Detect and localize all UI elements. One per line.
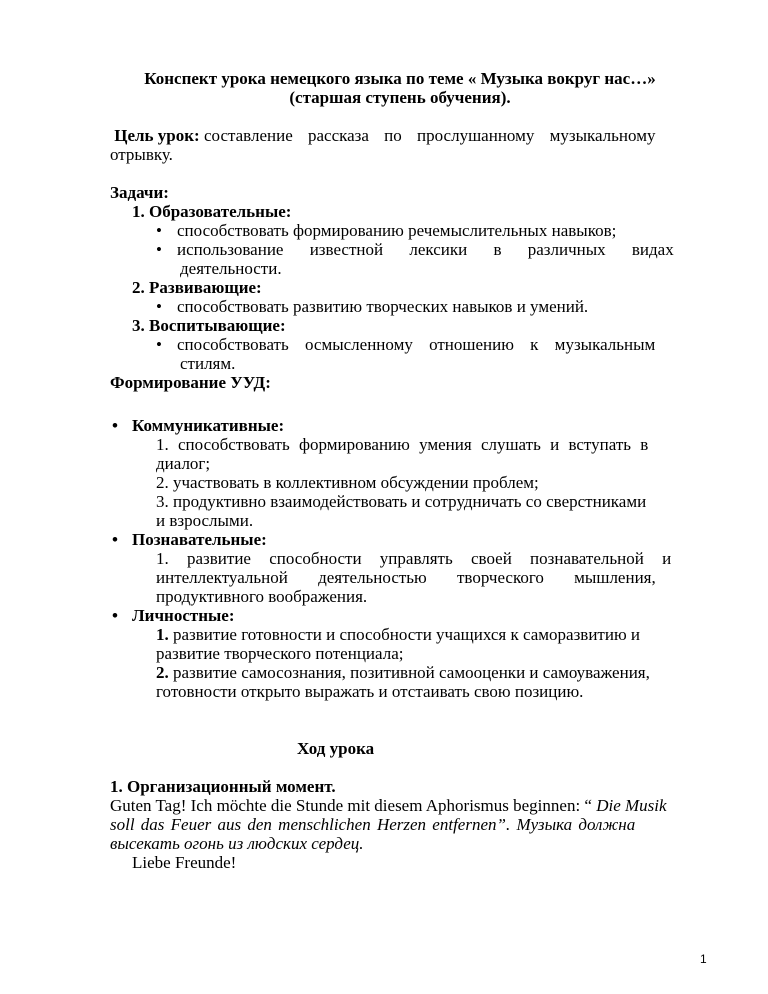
task-item bbox=[156, 240, 714, 259]
task-item-continuation: деятельности. bbox=[180, 259, 282, 278]
bullet-icon: • bbox=[112, 606, 118, 625]
page-number: 1 bbox=[700, 952, 707, 966]
lesson-text: Guten Tag! Ich möchte die Stunde mit diesem Aphorismus beginnen: “ bbox=[110, 796, 592, 815]
goal-label: Цель урок: bbox=[114, 126, 200, 145]
uud-line bbox=[156, 625, 714, 644]
goal-text-2: отрывку. bbox=[110, 145, 173, 164]
uud-group-label: Коммуникативные: bbox=[132, 416, 285, 435]
task-group-upbringing: 3. Воспитывающие: bbox=[132, 316, 286, 335]
uud-line: готовности открыто выражать и отстаивать свою позицию. bbox=[156, 682, 584, 701]
tasks-heading: Задачи: bbox=[110, 183, 169, 202]
goal-text-1: составление рассказа по прослушанному музыкальному bbox=[203, 126, 656, 145]
document-title bbox=[80, 69, 720, 107]
task-item-text: способствовать формированию речемыслительных навыков; bbox=[177, 221, 617, 240]
lesson-quote-line: soll das Feuer aus den menschlichen Herzen entfernen”. Музыка должна bbox=[110, 815, 636, 834]
title-line-1: Конспект урока немецкого языка по теме « Музыка вокруг нас…» bbox=[144, 69, 656, 88]
uud-line: развитие творческого потенциала; bbox=[156, 644, 404, 663]
section-heading: 1. Организационный момент. bbox=[110, 777, 336, 796]
uud-line: 1. развитие способности управлять своей познавательной и bbox=[156, 549, 672, 568]
uud-group-label: Личностные: bbox=[132, 606, 235, 625]
task-item-continuation: стилям. bbox=[180, 354, 236, 373]
uud-line: 2. участвовать в коллективном обсуждении проблем; bbox=[156, 473, 539, 492]
task-group-educational: 1. Образовательные: bbox=[132, 202, 292, 221]
task-item bbox=[156, 297, 714, 316]
uud-line: продуктивного воображения. bbox=[156, 587, 368, 606]
lesson-line bbox=[110, 796, 714, 815]
item-number: 2. bbox=[156, 663, 169, 682]
uud-cognitive-label bbox=[112, 530, 714, 549]
bullet-icon: • bbox=[156, 221, 162, 240]
item-number: 1. bbox=[156, 625, 169, 644]
task-item-text: использование известной лексики в различных видах bbox=[177, 240, 674, 259]
uud-line: интеллектуальной деятельностью творческого мышления, bbox=[156, 568, 656, 587]
task-item bbox=[156, 221, 714, 240]
task-group-developing: 2. Развивающие: bbox=[132, 278, 262, 297]
greeting: Liebe Freunde! bbox=[132, 853, 237, 872]
uud-group-label: Познавательные: bbox=[132, 530, 267, 549]
task-item bbox=[156, 335, 714, 354]
uud-line: диалог; bbox=[156, 454, 211, 473]
uud-line-text: развитие самосознания, позитивной самооценки и самоуважения, bbox=[173, 663, 650, 682]
uud-line-text: развитие готовности и способности учащихся к саморазвитию и bbox=[173, 625, 640, 644]
title-line-2: (старшая ступень обучения). bbox=[289, 88, 511, 107]
lesson-heading: Ход урока bbox=[297, 739, 375, 758]
uud-personal-label bbox=[112, 606, 714, 625]
uud-line: и взрослыми. bbox=[156, 511, 254, 530]
uud-line bbox=[156, 663, 714, 682]
bullet-icon: • bbox=[112, 530, 118, 549]
quote-text: Die Musik bbox=[596, 796, 667, 815]
bullet-icon: • bbox=[112, 416, 118, 435]
goal-line-1 bbox=[110, 126, 714, 145]
task-item-text: способствовать развитию творческих навыков и умений. bbox=[177, 297, 589, 316]
uud-heading: Формирование УУД: bbox=[110, 373, 271, 392]
bullet-icon: • bbox=[156, 335, 162, 354]
task-item-text: способствовать осмысленному отношению к музыкальным bbox=[177, 335, 656, 354]
uud-line: 1. способствовать формированию умения слушать и вступать в bbox=[156, 435, 649, 454]
bullet-icon: • bbox=[156, 240, 162, 259]
bullet-icon: • bbox=[156, 297, 162, 316]
uud-communicative-label bbox=[112, 416, 714, 435]
uud-line: 3. продуктивно взаимодействовать и сотрудничать со сверстниками bbox=[156, 492, 647, 511]
lesson-quote-translation: высекать огонь из людских сердец. bbox=[110, 834, 364, 853]
